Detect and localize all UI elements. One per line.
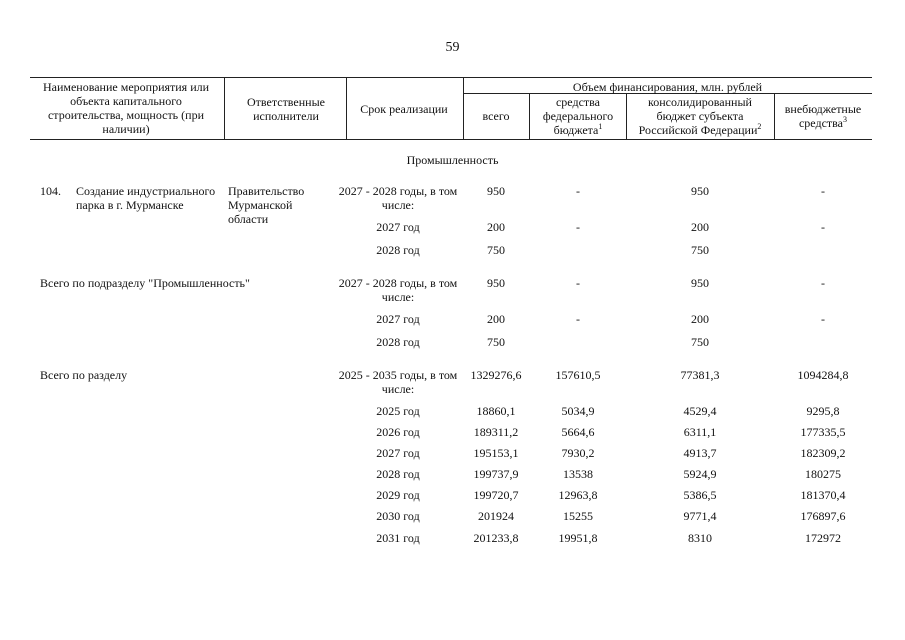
regional-cell: 4913,7	[683, 446, 717, 460]
col-divider-4	[529, 93, 530, 139]
total-cell: 199720,7	[473, 488, 519, 502]
header-responsible: Ответственные исполнители	[247, 95, 325, 123]
extra-cell: -	[821, 184, 825, 198]
total-cell: 750	[487, 335, 505, 349]
extra-cell: -	[821, 220, 825, 234]
regional-cell: 200	[691, 220, 709, 234]
extra-cell: 177335,5	[800, 425, 846, 439]
header-total: всего	[482, 109, 510, 123]
extra-cell: -	[821, 312, 825, 326]
federal-cell: -	[576, 276, 580, 290]
period-cell: 2028 год	[376, 243, 420, 257]
period-cell: 2027 год	[376, 446, 420, 460]
item-responsible: Правительство Мурманской области	[228, 184, 305, 226]
footnote-mark-3: 3	[843, 115, 847, 124]
period-cell: 2027 - 2028 годы, в том числе:	[338, 276, 458, 304]
federal-cell: 13538	[563, 467, 593, 481]
period-cell: 2027 год	[376, 220, 420, 234]
federal-cell: 15255	[563, 509, 593, 523]
total-cell: 201233,8	[473, 531, 519, 545]
regional-cell: 200	[691, 312, 709, 326]
item-number: 104.	[40, 184, 61, 198]
page-number: 59	[445, 40, 460, 55]
regional-cell: 8310	[688, 531, 712, 545]
header-name: Наименование мероприятия или объекта капитального строительства, мощность (при наличии)	[42, 80, 210, 136]
regional-cell: 9771,4	[683, 509, 717, 523]
total-cell: 950	[487, 276, 505, 290]
federal-cell: 7930,2	[561, 446, 595, 460]
header-period: Срок реализации	[360, 102, 448, 116]
total-cell: 189311,2	[473, 425, 519, 439]
federal-cell: -	[576, 184, 580, 198]
total-cell: 750	[487, 243, 505, 257]
regional-cell: 4529,4	[683, 404, 717, 418]
header-extra	[775, 102, 871, 130]
header-funding: Объем финансирования, млн. рублей	[572, 80, 763, 94]
federal-cell: 157610,5	[555, 368, 601, 382]
federal-cell: 5034,9	[561, 404, 595, 418]
period-cell: 2028 год	[376, 467, 420, 481]
total-cell: 195153,1	[473, 446, 519, 460]
period-cell: 2031 год	[376, 531, 420, 545]
period-cell: 2027 - 2028 годы, в том числе:	[338, 184, 458, 212]
header-federal-text: средства федерального бюджета	[542, 95, 614, 137]
regional-cell: 5386,5	[683, 488, 717, 502]
col-divider-1	[224, 77, 225, 139]
regional-cell: 5924,9	[683, 467, 717, 481]
footnote-mark-2: 2	[757, 122, 762, 131]
regional-cell: 750	[691, 335, 709, 349]
extra-cell: 172972	[805, 531, 841, 545]
footnote-mark-1: 1	[598, 122, 603, 131]
period-cell: 2029 год	[376, 488, 420, 502]
regional-cell: 750	[691, 243, 709, 257]
regional-cell: 950	[691, 276, 709, 290]
table-top-border	[30, 77, 872, 78]
federal-cell: -	[576, 312, 580, 326]
total-cell: 18860,1	[476, 404, 516, 418]
period-cell: 2025 - 2035 годы, в том числе:	[338, 368, 458, 396]
table-header-bottom-border	[30, 139, 872, 140]
federal-cell: 5664,6	[561, 425, 595, 439]
col-divider-2	[346, 77, 347, 139]
federal-cell: 12963,8	[558, 488, 598, 502]
section-total-label: Всего по разделу	[40, 368, 128, 382]
item-name: Создание индустриального парка в г. Мурманске	[76, 184, 216, 212]
regional-cell: 77381,3	[680, 368, 720, 382]
total-cell: 200	[487, 220, 505, 234]
extra-cell: 181370,4	[800, 488, 846, 502]
total-cell: 950	[487, 184, 505, 198]
period-cell: 2030 год	[376, 509, 420, 523]
federal-cell: 19951,8	[558, 531, 598, 545]
period-cell: 2025 год	[376, 404, 420, 418]
total-cell: 1329276,6	[470, 368, 522, 382]
extra-cell: 182309,2	[800, 446, 846, 460]
period-cell: 2028 год	[376, 335, 420, 349]
header-federal	[531, 95, 625, 137]
extra-cell: 1094284,8	[797, 368, 849, 382]
section-title: Промышленность	[406, 153, 499, 167]
total-cell: 201924	[478, 509, 514, 523]
subtotal-label: Всего по подразделу "Промышленность"	[40, 276, 250, 290]
period-cell: 2027 год	[376, 312, 420, 326]
total-cell: 199737,9	[473, 467, 519, 481]
period-cell: 2026 год	[376, 425, 420, 439]
total-cell: 200	[487, 312, 505, 326]
regional-cell: 950	[691, 184, 709, 198]
header-extra-text: внебюджетные средства	[784, 102, 862, 130]
header-regional-text: консолидированный бюджет субъекта Российской Федерации	[638, 95, 758, 137]
federal-cell: -	[576, 220, 580, 234]
extra-cell: 9295,8	[806, 404, 840, 418]
extra-cell: 176897,6	[800, 509, 846, 523]
extra-cell: 180275	[805, 467, 841, 481]
header-regional	[627, 95, 773, 137]
extra-cell: -	[821, 276, 825, 290]
regional-cell: 6311,1	[683, 425, 717, 439]
